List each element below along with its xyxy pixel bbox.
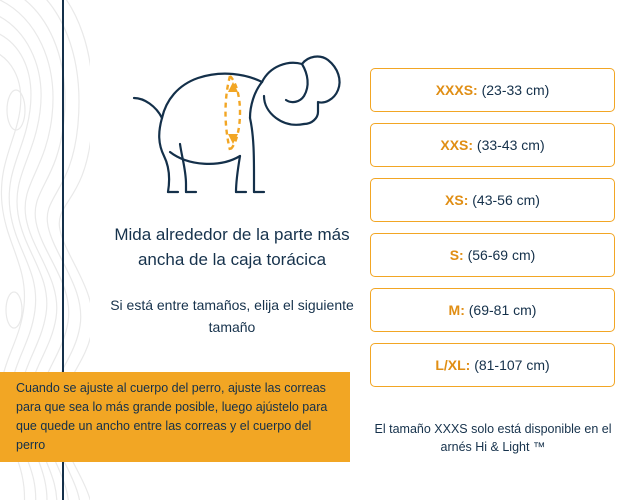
size-row-range: (69-81 cm) [464,302,537,318]
size-row-label [445,192,540,208]
fit-note-text: Cuando se ajuste al cuerpo del perro, ajuste las correas para que sea lo más grande posible, luego ajústelo para que quede un ancho entre las correas y el cuerpo del perro [16,381,328,452]
measuring-instructions [92,222,372,338]
instruction-primary: Mida alrededor de la parte más ancha de la caja torácica [114,225,350,269]
size-row[interactable] [370,233,615,277]
size-row-label [450,247,536,263]
size-row-range: (33-43 cm) [473,137,545,153]
size-row[interactable] [370,123,615,167]
size-row[interactable] [370,178,615,222]
size-row[interactable] [370,288,615,332]
size-row-range: (56-69 cm) [463,247,536,263]
size-row-name: XXXS: [435,82,478,98]
size-row-label [440,137,544,153]
dog-illustration [112,40,362,220]
size-row-name: L/XL: [435,357,471,373]
size-row-name: XXS: [440,137,474,153]
size-row-label [449,302,537,318]
size-row-range: (81-107 cm) [470,357,550,373]
size-row[interactable] [370,68,615,112]
size-row-name: S: [449,247,464,263]
size-availability-footnote: El tamaño XXXS solo está disponible en el arnés Hi & Light ™ [374,422,612,454]
size-row-label [436,82,550,98]
size-row-range: (23-33 cm) [477,82,550,98]
instruction-secondary: Si está entre tamaños, elija el siguiente tamaño [110,297,354,335]
size-row-name: XS: [445,192,469,208]
fit-note-box [0,372,350,462]
size-row[interactable] [370,343,615,387]
size-row-label [435,357,549,373]
size-list [370,68,615,398]
size-row-name: M: [448,302,465,318]
size-row-range: (43-56 cm) [468,192,540,208]
content-area [16,0,640,500]
